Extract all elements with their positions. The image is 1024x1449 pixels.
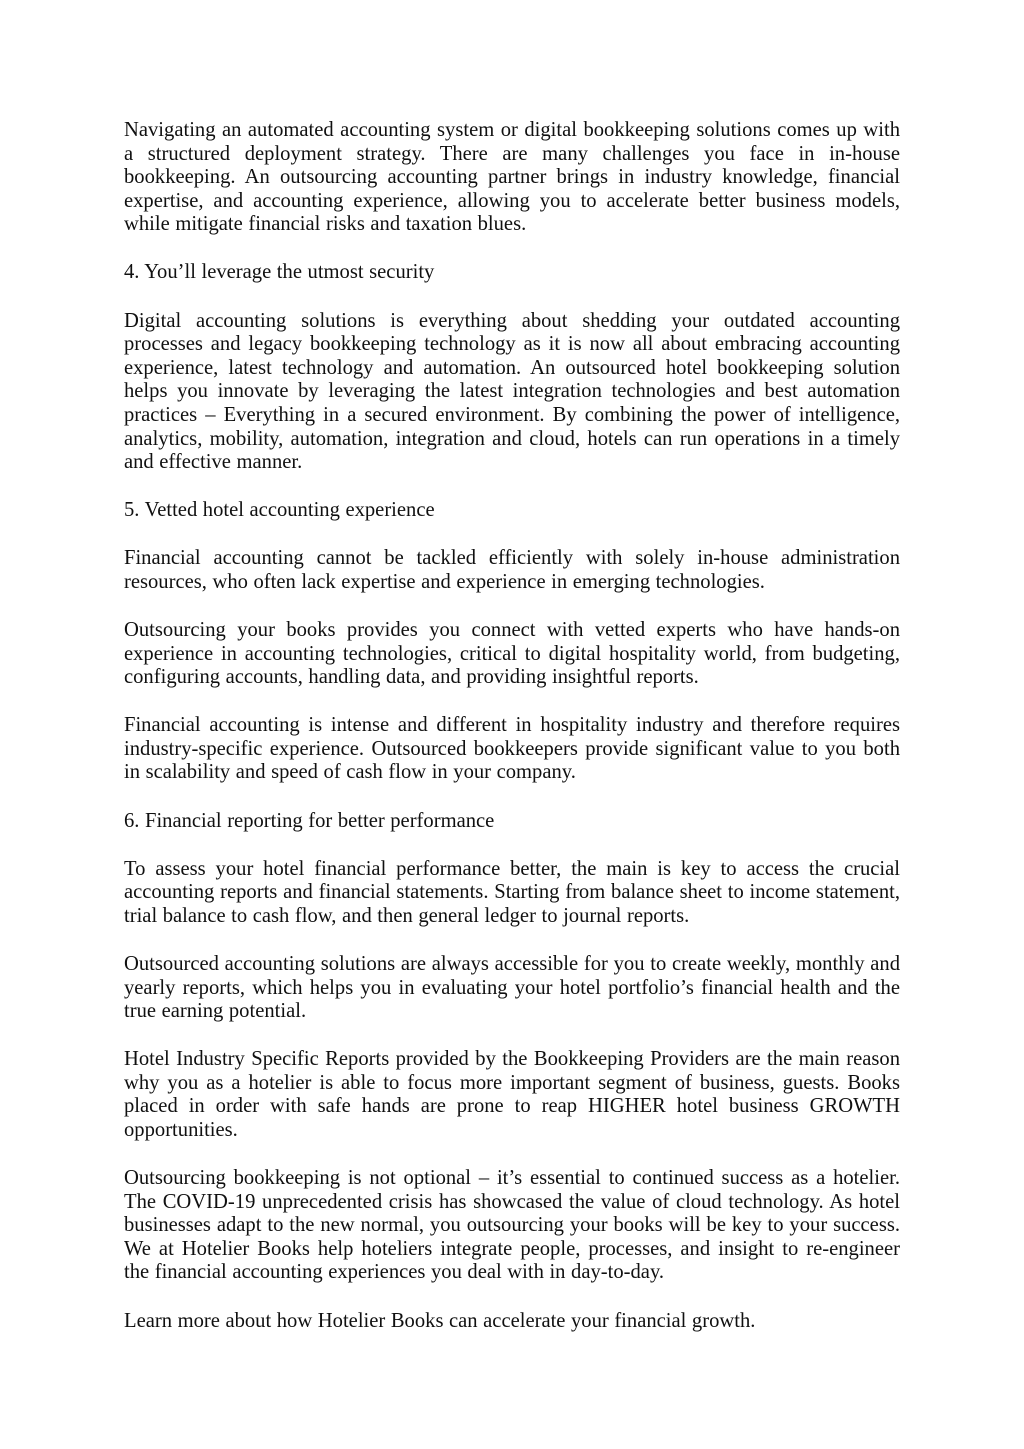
body-paragraph: Outsourcing your books provides you connect with vetted experts who have hands-on experience in accounting technologies, critical to digital hospitality world, from budgeting, configuring accounts, handling data, and providing insightful reports.	[124, 619, 900, 689]
document-content	[124, 119, 900, 1333]
body-paragraph: Digital accounting solutions is everything about shedding your outdated accounting processes and legacy bookkeeping technology as it is now all about embracing accounting experience, latest technology and automation. An outsourced hotel bookkeeping solution helps you innovate by leveraging the latest integration technologies and best automation practices – Everything in a secured environment. By combining the power of intelligence, analytics, mobility, automation, integration and cloud, hotels can run operations in a timely and effective manner.	[124, 309, 900, 474]
body-paragraph: Hotel Industry Specific Reports provided by the Bookkeeping Providers are the main reason why you as a hotelier is able to focus more important segment of business, guests. Books placed in order with safe hands are prone to reap HIGHER hotel business GROWTH opportunities.	[124, 1048, 900, 1141]
body-paragraph: Financial accounting is intense and different in hospitality industry and therefore requires industry-specific experience. Outsourced bookkeepers provide significant value to you both in scalability and speed of cash flow in your company.	[124, 714, 900, 784]
section-heading-6: 6. Financial reporting for better performance	[124, 809, 495, 832]
body-paragraph: Outsourced accounting solutions are always accessible for you to create weekly, monthly and yearly reports, which helps you in evaluating your hotel portfolio’s financial health and the true earning potential.	[124, 952, 900, 1023]
body-paragraph: To assess your hotel financial performance better, the main is key to access the crucial accounting reports and financial statements. Starting from balance sheet to income statement, trial balance to cash flow, and then general ledger to journal reports.	[124, 857, 900, 927]
body-paragraph: Outsourcing bookkeeping is not optional – it’s essential to continued success as a hotelier. The COVID-19 unprecedented crisis has showcased the value of cloud technology. As hotel businesses adapt to the new normal, you outsourcing your books will be key to your success. We at Hotelier Books help hoteliers integrate people, processes, and insight to re-engineer the financial accounting experiences you deal with in day-to-day.	[124, 1167, 900, 1284]
body-paragraph: Navigating an automated accounting system or digital bookkeeping solutions comes up with a structured deployment strategy. There are many challenges you face in in-house bookkeeping. An outsourcing accounting partner brings in industry knowledge, financial expertise, and accounting experience, allowing you to accelerate better business models, while mitigate financial risks and taxation blues.	[124, 119, 900, 236]
section-heading-4: 4. You’ll leverage the utmost security	[124, 261, 435, 284]
body-paragraph: Financial accounting cannot be tackled efficiently with solely in-house administration resources, who often lack expertise and experience in emerging technologies.	[124, 547, 900, 593]
section-heading-5: 5. Vetted hotel accounting experience	[124, 499, 435, 522]
body-paragraph-closing: Learn more about how Hotelier Books can accelerate your financial growth.	[124, 1309, 756, 1332]
